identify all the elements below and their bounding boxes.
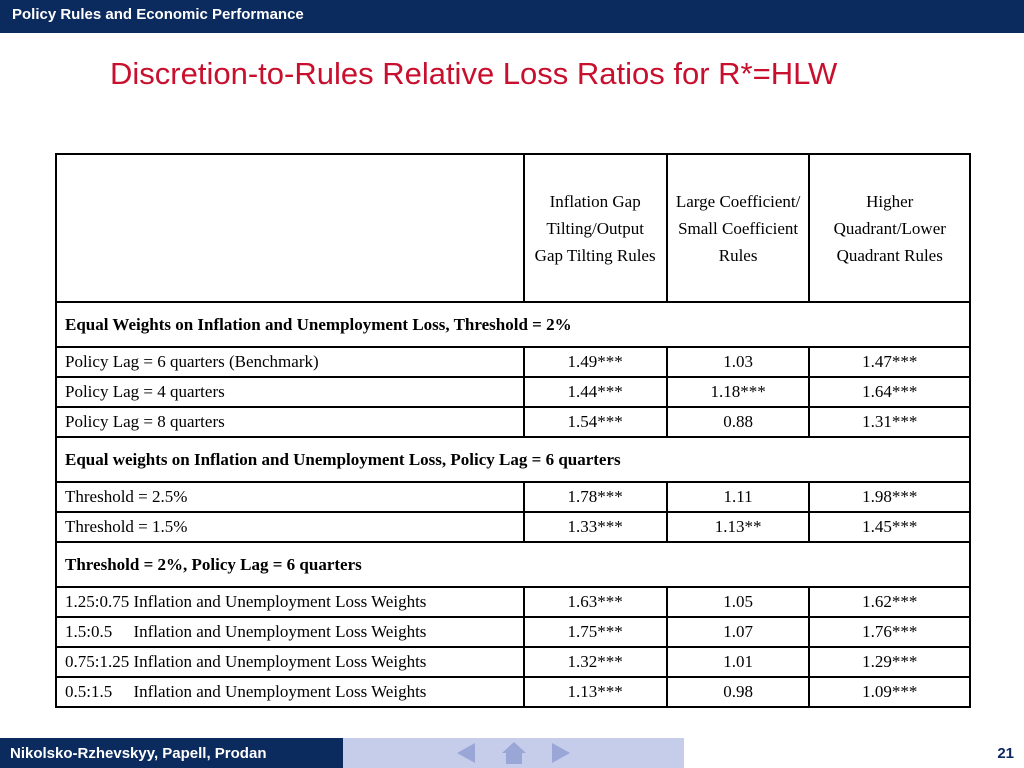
row-value: 1.76***: [809, 617, 970, 647]
row-value: 1.11: [667, 482, 810, 512]
section-row: [56, 437, 970, 482]
row-value: 1.62***: [809, 587, 970, 617]
row-value: 1.13***: [524, 677, 667, 707]
slide-title: Discretion-to-Rules Relative Loss Ratios for R*=HLW: [110, 56, 838, 91]
row-value: 1.07: [667, 617, 810, 647]
table-row: [56, 377, 970, 407]
table-row: [56, 677, 970, 707]
header-bar: [0, 0, 1024, 33]
row-label: Threshold = 2.5%: [56, 482, 524, 512]
row-value: 1.18***: [667, 377, 810, 407]
previous-icon[interactable]: [453, 741, 479, 765]
row-value: 1.47***: [809, 347, 970, 377]
row-value: 1.78***: [524, 482, 667, 512]
section-row: [56, 542, 970, 587]
loss-ratio-table: [55, 153, 971, 708]
row-value: 1.29***: [809, 647, 970, 677]
header-empty-cell: [56, 154, 524, 302]
row-value: 1.44***: [524, 377, 667, 407]
row-value: 1.03: [667, 347, 810, 377]
row-value: 1.01: [667, 647, 810, 677]
row-label: 1.5:0.5 Inflation and Unemployment Loss Weights: [56, 617, 524, 647]
page-number: 21: [997, 745, 1014, 762]
column-header: Higher Quadrant/Lower Quadrant Rules: [809, 154, 970, 302]
row-value: 1.13**: [667, 512, 810, 542]
table-row: [56, 587, 970, 617]
header-title: Policy Rules and Economic Performance: [12, 6, 304, 23]
row-value: 1.33***: [524, 512, 667, 542]
table-row: [56, 482, 970, 512]
footer-bar: [0, 738, 1024, 768]
row-label: 0.75:1.25 Inflation and Unemployment Loss Weights: [56, 647, 524, 677]
table-header-row: [56, 154, 970, 302]
row-value: 1.31***: [809, 407, 970, 437]
section-title: Equal weights on Inflation and Unemployment Loss, Policy Lag = 6 quarters: [56, 437, 970, 482]
row-label: Policy Lag = 6 quarters (Benchmark): [56, 347, 524, 377]
table-row: [56, 347, 970, 377]
row-value: 1.54***: [524, 407, 667, 437]
row-label: 0.5:1.5 Inflation and Unemployment Loss Weights: [56, 677, 524, 707]
row-value: 1.75***: [524, 617, 667, 647]
row-value: 1.98***: [809, 482, 970, 512]
footer-page-panel: [684, 738, 1024, 768]
footer-nav-panel: [343, 738, 684, 768]
row-value: 1.45***: [809, 512, 970, 542]
section-title: Equal Weights on Inflation and Unemployment Loss, Threshold = 2%: [56, 302, 970, 347]
row-value: 0.88: [667, 407, 810, 437]
row-label: Threshold = 1.5%: [56, 512, 524, 542]
row-label: 1.25:0.75 Inflation and Unemployment Loss Weights: [56, 587, 524, 617]
next-icon[interactable]: [548, 741, 574, 765]
column-header: Large Coefficient/ Small Coefficient Rules: [667, 154, 810, 302]
home-icon[interactable]: [501, 741, 527, 765]
row-value: 0.98: [667, 677, 810, 707]
row-value: 1.05: [667, 587, 810, 617]
table-row: [56, 407, 970, 437]
section-title: Threshold = 2%, Policy Lag = 6 quarters: [56, 542, 970, 587]
footer-author-panel: [0, 738, 343, 768]
row-value: 1.64***: [809, 377, 970, 407]
row-value: 1.09***: [809, 677, 970, 707]
footer-authors: Nikolsko-Rzhevskyy, Papell, Prodan: [10, 745, 267, 762]
row-label: Policy Lag = 8 quarters: [56, 407, 524, 437]
table-row: [56, 647, 970, 677]
section-row: [56, 302, 970, 347]
column-header: Inflation Gap Tilting/Output Gap Tilting Rules: [524, 154, 667, 302]
row-value: 1.63***: [524, 587, 667, 617]
row-label: Policy Lag = 4 quarters: [56, 377, 524, 407]
table-row: [56, 617, 970, 647]
row-value: 1.49***: [524, 347, 667, 377]
row-value: 1.32***: [524, 647, 667, 677]
table-row: [56, 512, 970, 542]
